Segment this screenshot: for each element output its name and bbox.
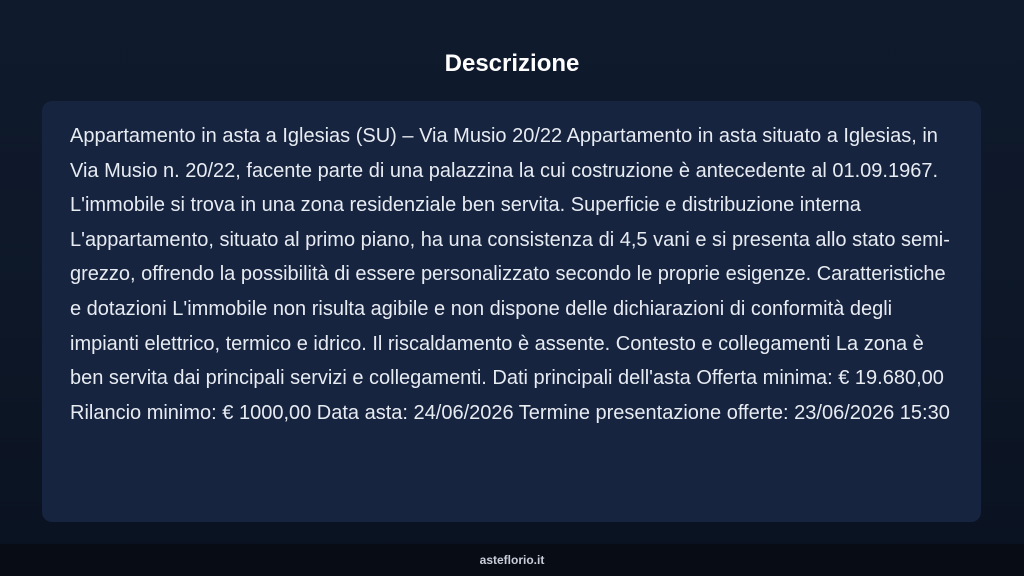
footer-bar	[0, 544, 1024, 576]
page-title: Descrizione	[444, 50, 580, 77]
description-text: Appartamento in asta a Iglesias (SU) – Via Musio 20/22 Appartamento in asta situato a Iglesias, in Via Musio n. 20/22, facente parte di una palazzina la cui costruzione è antecedente al 01.09.1967. L'immobile si trova in una zona residenziale ben servita. Superficie e distribuzione interna L'appartamento, situato al primo piano, ha una consistenza di 4,5 vani e si presenta allo stato semi-grezzo, offrendo la possibilità di essere personalizzato secondo le proprie esigenze. Caratteristiche e dotazioni L'immobile non risulta agibile e non dispone delle dichiarazioni di conformità degli impianti elettrico, termico e idrico. Il riscaldamento è assente. Contesto e collegamenti La zona è ben servita dai principali servizi e collegamenti. Dati principali dell'asta Offerta minima: € 19.680,00 Rilancio minimo: € 1000,00 Data asta: 24/06/2026 Termine presentazione offerte: 23/06/2026 15:30	[70, 125, 950, 424]
description-card	[42, 101, 981, 522]
footer-site-label: asteflorio.it	[479, 553, 545, 567]
